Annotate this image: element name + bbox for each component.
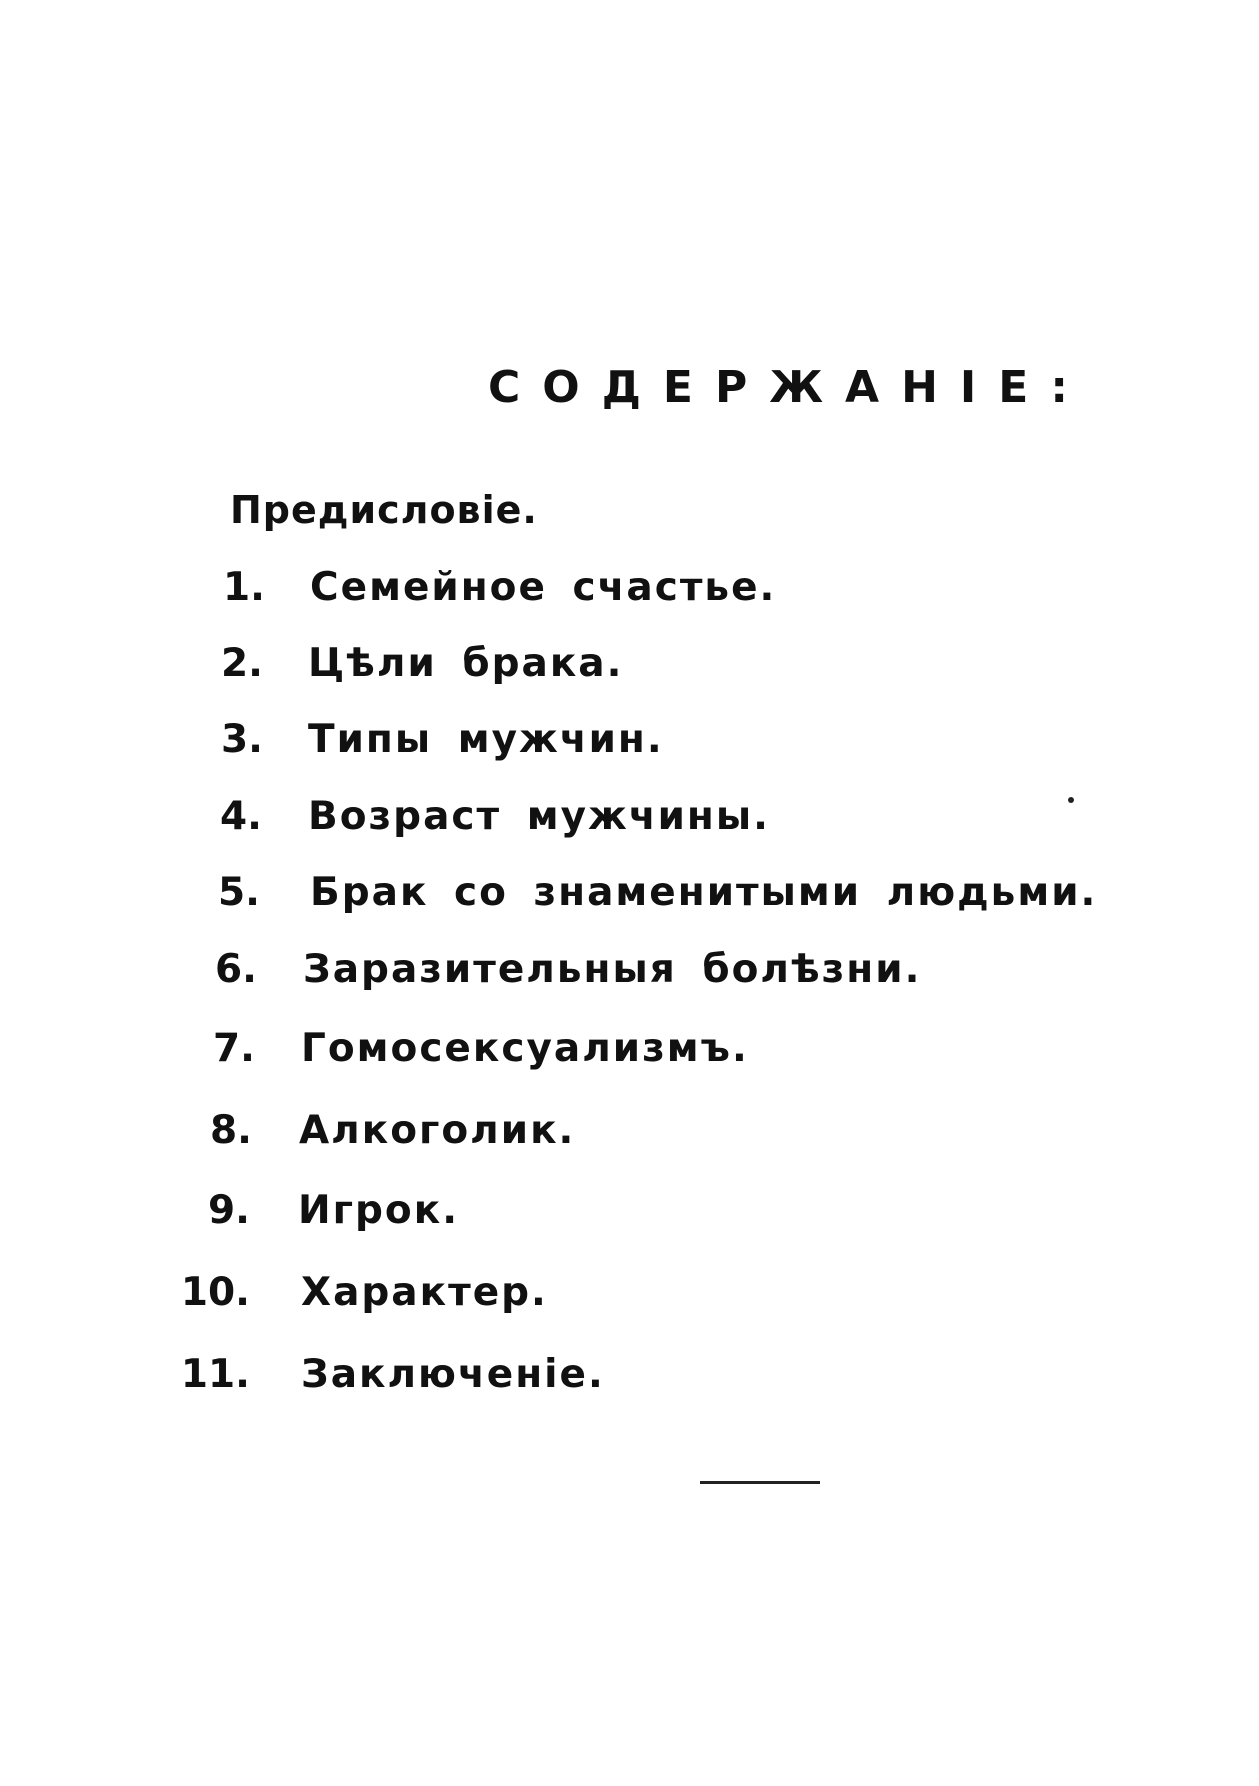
toc-item-number: 6. xyxy=(215,947,257,992)
toc-item-number: 8. xyxy=(210,1108,252,1153)
toc-item-number: 10. xyxy=(180,1270,250,1315)
toc-preface: Предисловіе. xyxy=(230,488,538,532)
toc-item-number: 3. xyxy=(221,717,263,762)
toc-item-number: 11. xyxy=(180,1352,250,1397)
toc-item-title: Семейное счастье. xyxy=(310,565,777,610)
toc-item-number: 1. xyxy=(223,565,265,610)
toc-item-number: 4. xyxy=(220,794,262,839)
toc-item-number: 9. xyxy=(208,1188,250,1233)
toc-item-title: Игрок. xyxy=(298,1188,460,1233)
toc-item-number: 5. xyxy=(218,870,260,915)
closing-rule xyxy=(700,1481,820,1484)
toc-item-number: 7. xyxy=(213,1026,255,1071)
toc-item-number: 2. xyxy=(221,641,263,686)
toc-item-title: Заключеніе. xyxy=(301,1352,605,1397)
toc-item-title: Алкоголик. xyxy=(299,1108,576,1153)
toc-item-title: Характер. xyxy=(301,1270,548,1315)
ink-speck xyxy=(1068,797,1074,803)
toc-item-title: Типы мужчин. xyxy=(308,717,664,762)
toc-item-title: Возраст мужчины. xyxy=(308,794,770,839)
toc-item-title: Брак со знаменитыми людьми. xyxy=(310,870,1098,915)
toc-item-title: Гомосексуализмъ. xyxy=(301,1026,749,1071)
toc-item-title: Цѣли брака. xyxy=(308,641,624,686)
page-title: СОДЕРЖАНІЕ: xyxy=(488,362,1090,413)
toc-item-title: Заразительныя болѣзни. xyxy=(303,947,922,992)
